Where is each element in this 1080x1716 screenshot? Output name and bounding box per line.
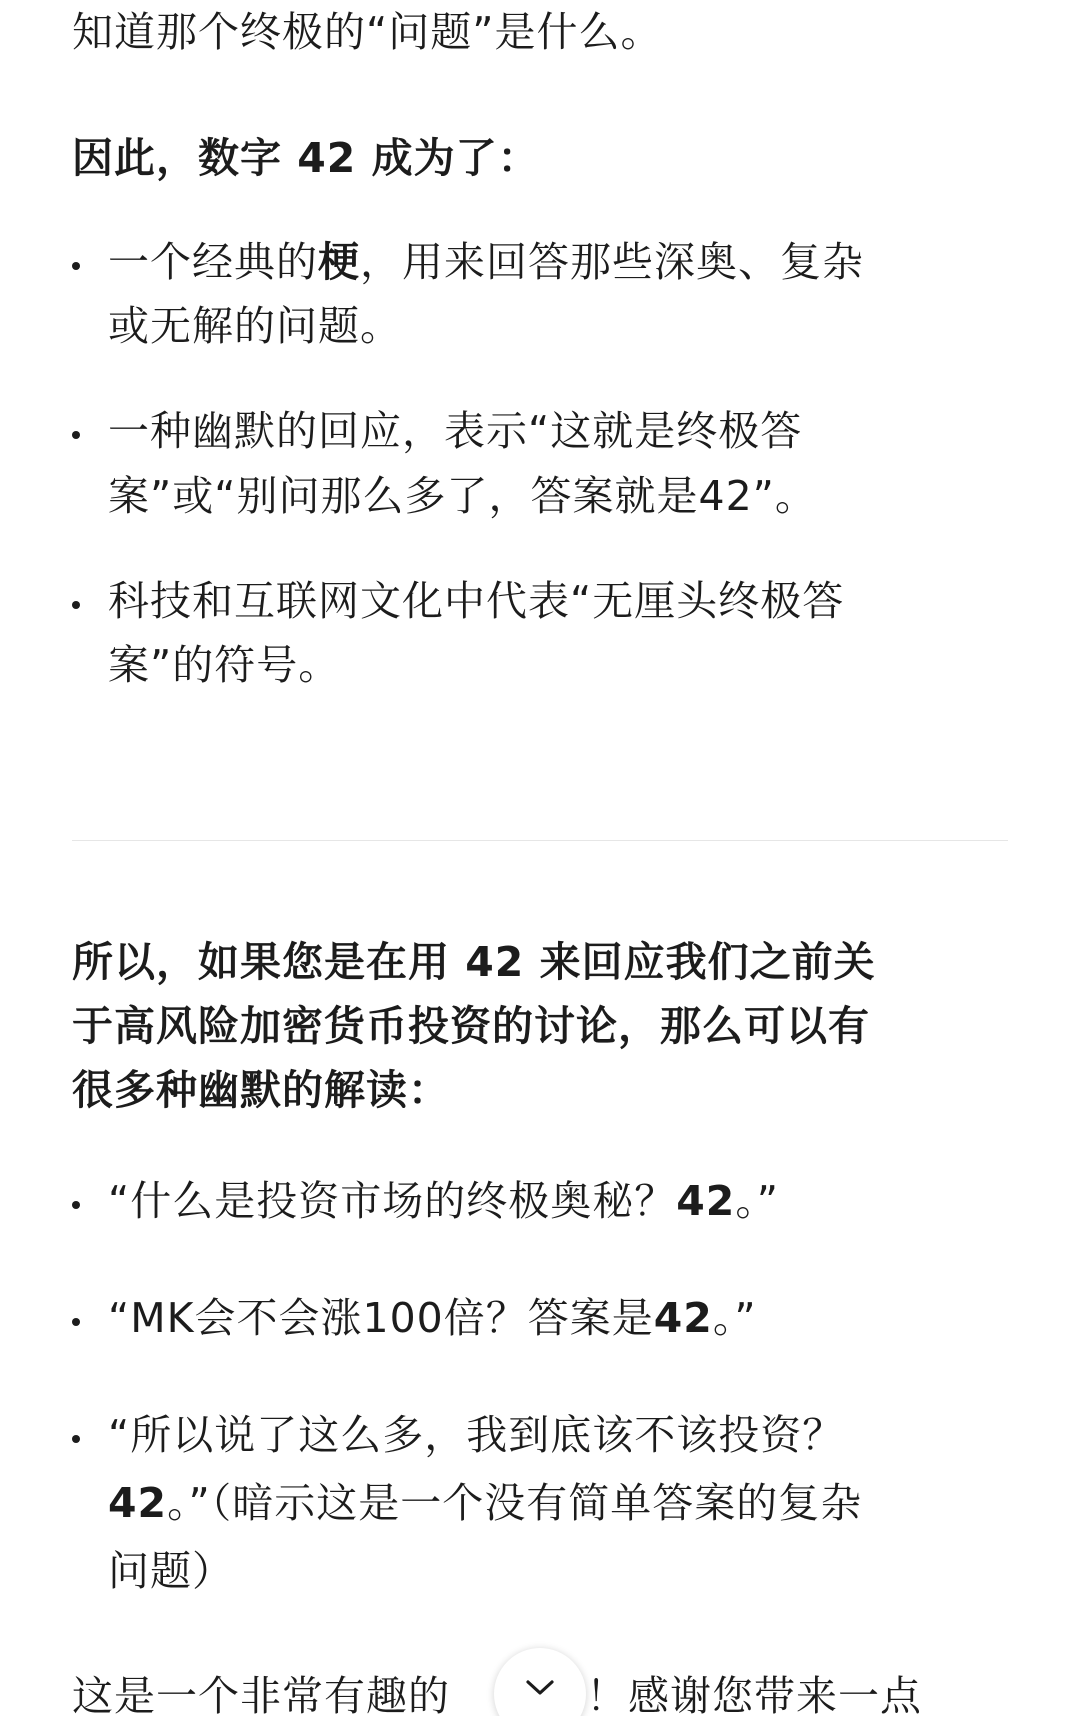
section-divider — [72, 840, 1008, 841]
list-item-line: “MK会不会涨100倍？答案是42。” — [108, 1294, 757, 1342]
list-item-line: “什么是投资市场的终极奥秘？42。” — [108, 1177, 780, 1225]
bullet-icon — [72, 1435, 80, 1443]
section-heading: 因此，数字 42 成为了： — [72, 134, 540, 182]
section-heading: 很多种幽默的解读： — [72, 1066, 450, 1114]
list-item-line: “所以说了这么多，我到底该不该投资？ — [108, 1411, 845, 1459]
list-item-line: 案”的符号。 — [108, 641, 341, 689]
paragraph-text: 这是一个非常有趣的 — [72, 1672, 450, 1716]
list-item-line: 一种幽默的回应，表示“这就是终极答 — [108, 407, 803, 455]
chevron-down-icon — [524, 1678, 556, 1698]
list-item-line: 问题） — [108, 1547, 234, 1595]
bullet-icon — [72, 1201, 80, 1209]
list-item-line: 或无解的问题。 — [108, 302, 402, 350]
section-heading: 所以，如果您是在用 42 来回应我们之前关 — [72, 938, 876, 986]
bullet-icon — [72, 262, 80, 270]
list-item-line: 科技和互联网文化中代表“无厘头终极答 — [108, 577, 845, 625]
section-heading: 于高风险加密货币投资的讨论，那么可以有 — [72, 1002, 870, 1050]
bullet-icon — [72, 431, 80, 439]
bullet-icon — [72, 601, 80, 609]
list-item-line: 案”或“别问那么多了，答案就是42”。 — [108, 472, 817, 520]
scroll-down-button[interactable] — [494, 1648, 586, 1716]
list-item-line: 一个经典的梗，用来回答那些深奥、复杂 — [108, 238, 864, 286]
paragraph-text: 知道那个终极的“问题”是什么。 — [72, 8, 663, 56]
list-item-line: 42。”（暗示这是一个没有简单答案的复杂 — [108, 1479, 863, 1527]
paragraph-text: ！感谢您带来一点 — [586, 1672, 922, 1716]
bullet-icon — [72, 1318, 80, 1326]
